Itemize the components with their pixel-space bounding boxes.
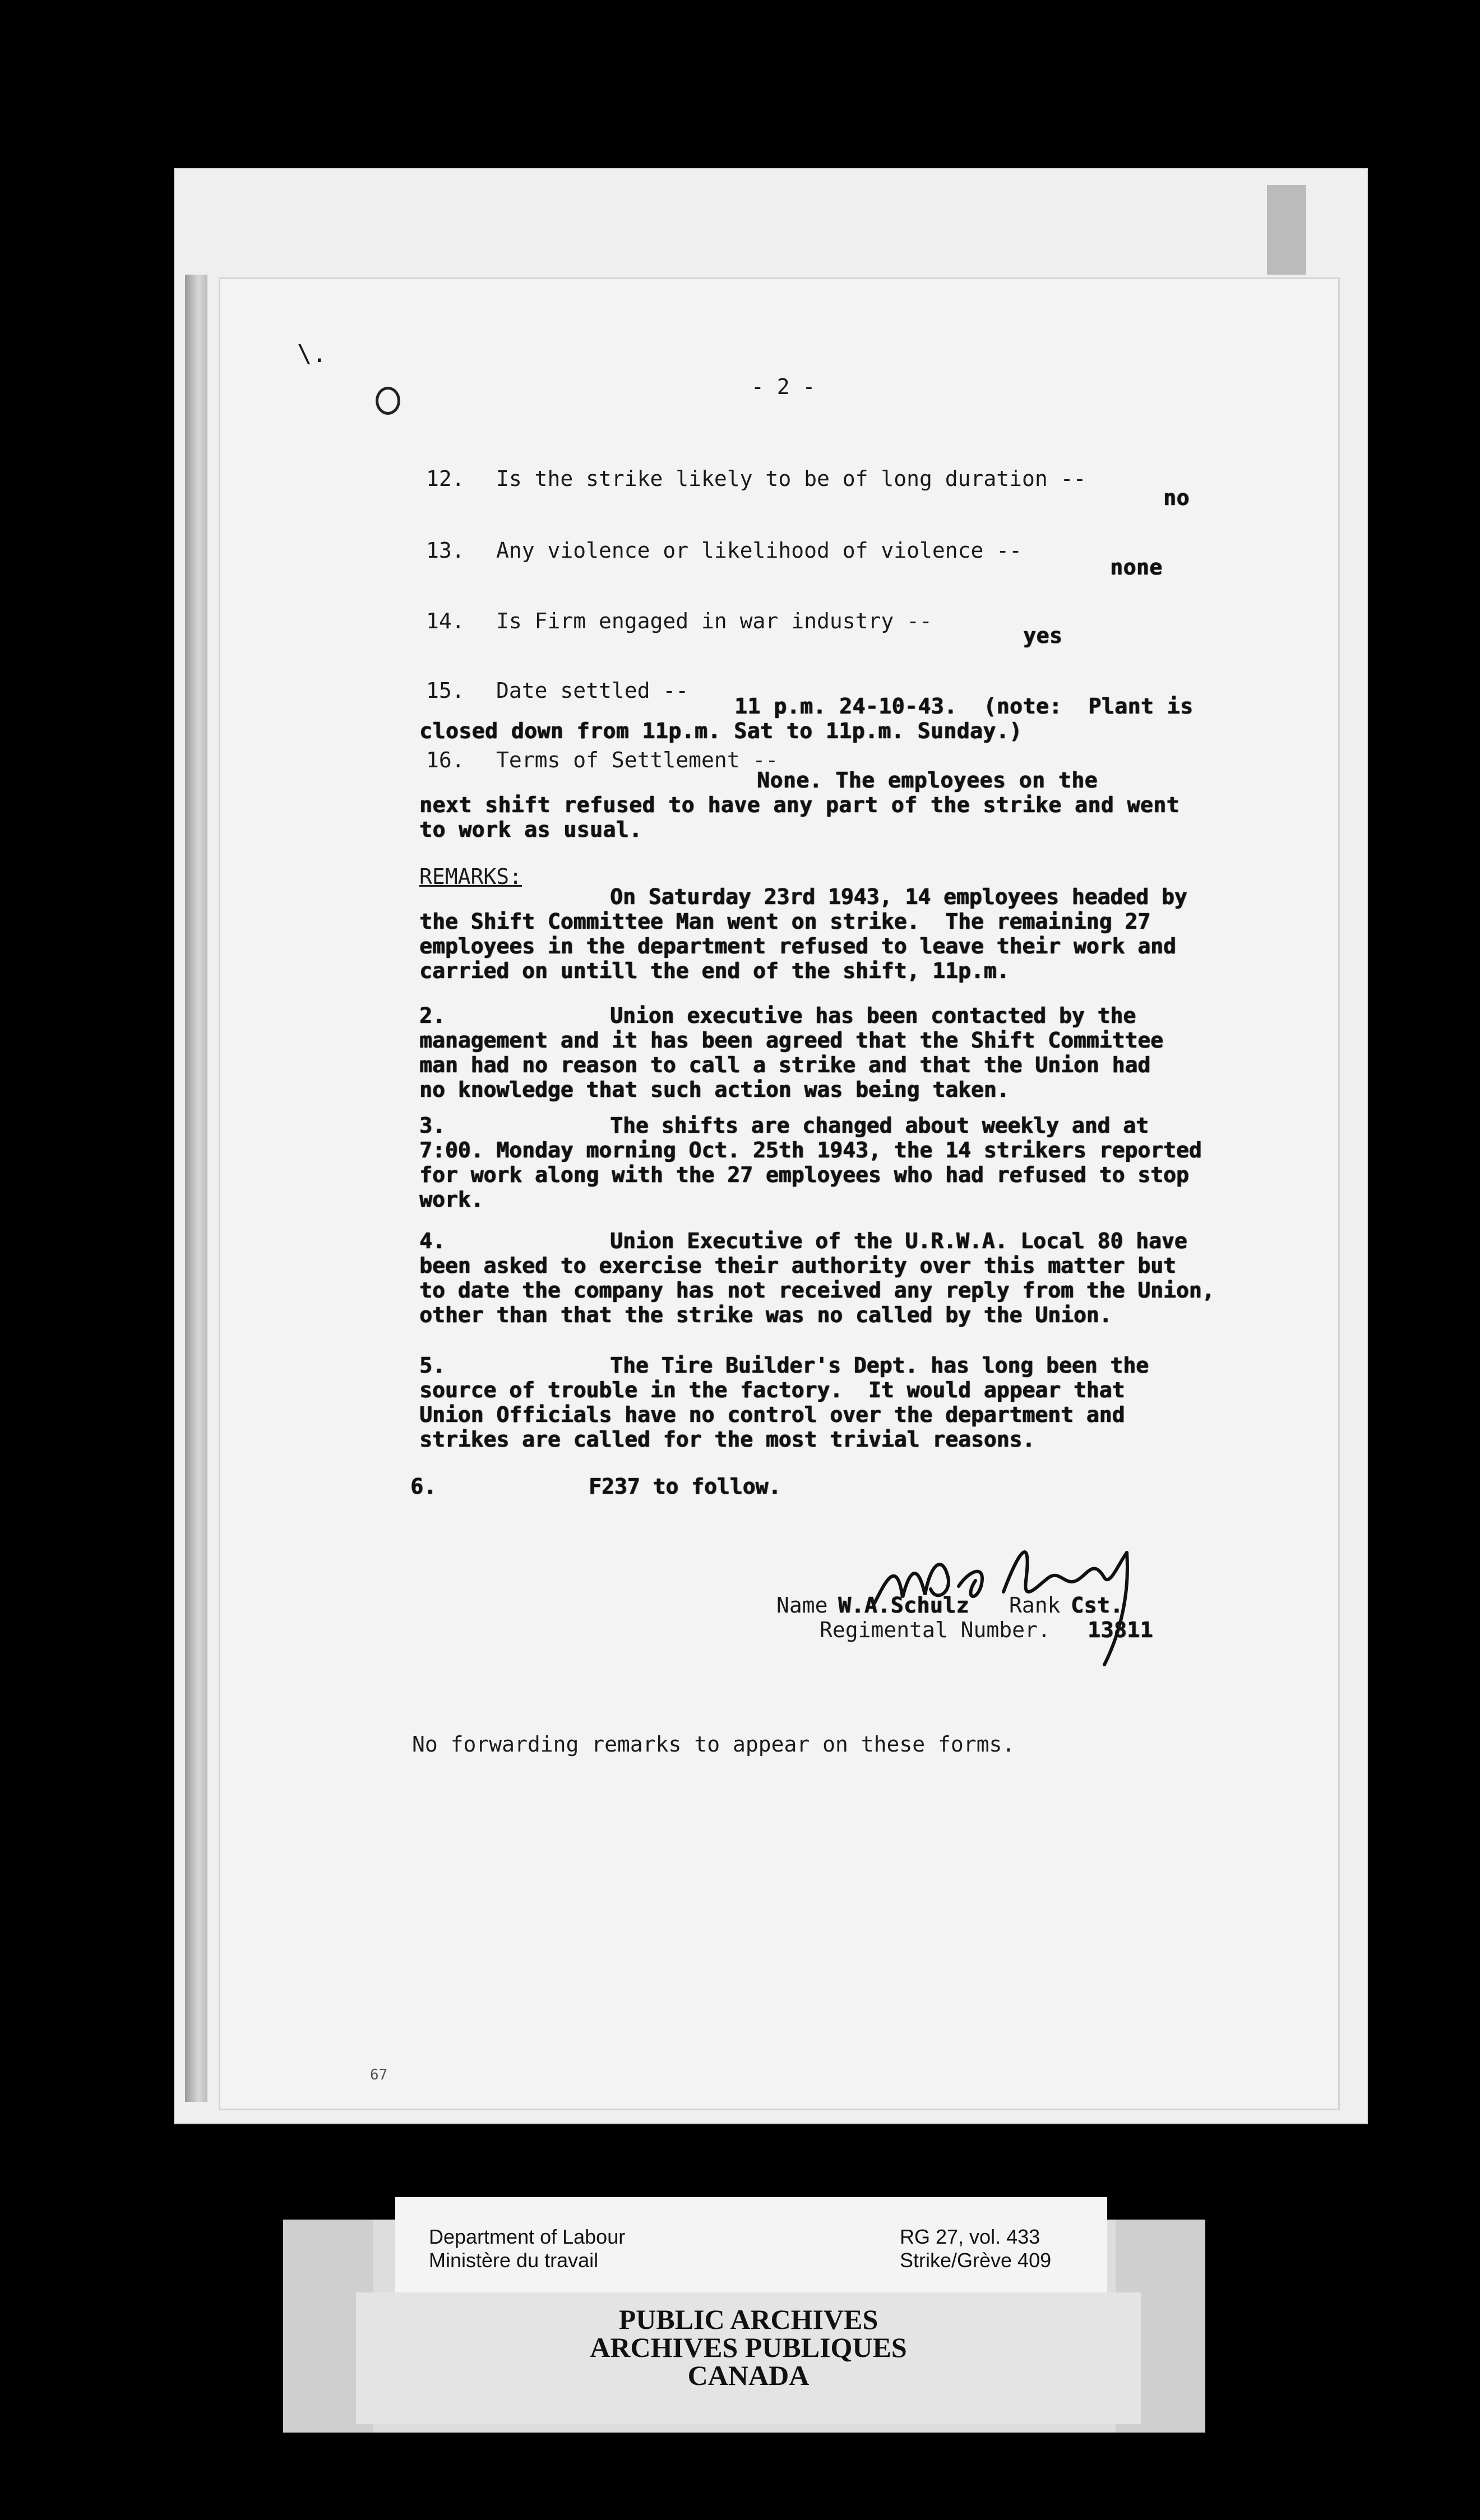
remark-line: man had no reason to call a strike and that the Union had: [419, 1053, 1151, 1077]
item-answer: none: [1110, 555, 1163, 580]
remark-paragraph-1: [419, 884, 1187, 983]
remark-number: 2.: [419, 1003, 446, 1028]
punch-hole-mark: [376, 387, 400, 415]
remark-line: Union executive has been contacted by the: [610, 1003, 1136, 1028]
item-question: Is the strike likely to be of long duration --: [496, 466, 1086, 491]
binding-edge: [185, 275, 207, 2102]
archive-name-en: PUBLIC ARCHIVES: [618, 2304, 878, 2335]
remark-number: 6.: [410, 1474, 437, 1499]
remark-line: F237 to follow.: [589, 1474, 781, 1499]
item-number: 13.: [426, 538, 465, 563]
name-label: Name: [776, 1593, 828, 1618]
remark-line: source of trouble in the factory. It would appear that: [419, 1378, 1125, 1402]
rank-value: Cst.: [1071, 1593, 1123, 1618]
remark-line: other than that the strike was no called by the Union.: [419, 1303, 1112, 1327]
remark-paragraph-5: [419, 1353, 1149, 1452]
item-answer-line: to work as usual.: [419, 817, 642, 842]
corner-tick: \.: [297, 340, 327, 368]
remark-line: carried on untill the end of the shift, 11p.m.: [419, 958, 1010, 983]
department-fr: Ministère du travail: [429, 2249, 599, 2272]
remark-line: employees in the department refused to leave their work and: [419, 934, 1176, 958]
item-number: 15.: [426, 678, 465, 703]
remark-line: management and it has been agreed that the Shift Committee: [419, 1028, 1163, 1053]
remark-number: 3.: [419, 1113, 446, 1138]
remark-number: 5.: [419, 1353, 446, 1378]
item-number: 14.: [426, 609, 465, 633]
regimental-label: Regimental Number.: [820, 1618, 1051, 1642]
corner-mark: 67: [370, 2067, 388, 2083]
remark-paragraph-6: [589, 1474, 781, 1499]
remark-line: Union Executive of the U.R.W.A. Local 80 have: [610, 1229, 1187, 1253]
remark-line: no knowledge that such action was being taken.: [419, 1077, 1010, 1102]
regimental-value: 13811: [1088, 1618, 1153, 1642]
item-answer-line: None. The employees on the: [757, 768, 1098, 793]
name-value: W.A.Schulz: [838, 1593, 969, 1618]
remark-paragraph-2: [419, 1003, 1163, 1102]
archive-name-fr: ARCHIVES PUBLIQUES: [590, 2332, 907, 2363]
remark-paragraph-4: [419, 1229, 1214, 1327]
remark-line: to date the company has not received any reply from the Union,: [419, 1278, 1215, 1303]
remark-line: The shifts are changed about weekly and at: [610, 1113, 1149, 1138]
item-question: Is Firm engaged in war industry --: [496, 609, 932, 633]
remark-line: 7:00. Monday morning Oct. 25th 1943, the 14 strikers reported: [419, 1138, 1202, 1162]
department-en: Department of Labour: [429, 2225, 626, 2248]
rank-label: Rank: [1009, 1593, 1061, 1618]
paper-clip-mark: [1267, 185, 1306, 275]
remark-paragraph-3: [419, 1113, 1202, 1212]
remark-line: the Shift Committee Man went on strike. The remaining 27: [419, 909, 1151, 934]
item-number: 16.: [426, 748, 465, 772]
item-answer: no: [1163, 485, 1190, 510]
item-answer: yes: [1023, 623, 1063, 648]
remark-line: work.: [419, 1187, 484, 1212]
item-answer-line: next shift refused to have any part of the strike and went: [419, 793, 1180, 817]
remark-line: Union Officials have no control over the department and: [419, 1402, 1125, 1427]
remark-line: On Saturday 23rd 1943, 14 employees headed by: [610, 884, 1187, 909]
footer-note: No forwarding remarks to appear on these forms.: [412, 1732, 1015, 1757]
archive-stamp-strip: [356, 2292, 1141, 2424]
item-number: 12.: [426, 466, 465, 491]
remark-line: been asked to exercise their authority over this matter but: [419, 1253, 1176, 1278]
remarks-heading: REMARKS:: [419, 864, 522, 889]
remark-number: 4.: [419, 1229, 446, 1253]
record-group-reference: RG 27, vol. 433: [900, 2225, 1040, 2248]
archive-country: CANADA: [687, 2360, 810, 2391]
remark-line: for work along with the 27 employees who had refused to stop: [419, 1162, 1189, 1187]
item-answer-line: closed down from 11p.m. Sat to 11p.m. Sunday.): [419, 719, 1023, 743]
remark-line: strikes are called for the most trivial reasons.: [419, 1427, 1035, 1452]
item-question: Any violence or likelihood of violence --: [496, 538, 1022, 563]
item-question: Date settled --: [496, 678, 689, 703]
item-answer-line: 11 p.m. 24-10-43. (note: Plant is: [734, 694, 1194, 719]
page-marker: - 2 -: [751, 374, 816, 399]
strike-reference: Strike/Grève 409: [900, 2249, 1052, 2272]
remark-line: The Tire Builder's Dept. has long been the: [610, 1353, 1149, 1378]
item-question: Terms of Settlement --: [496, 748, 779, 772]
